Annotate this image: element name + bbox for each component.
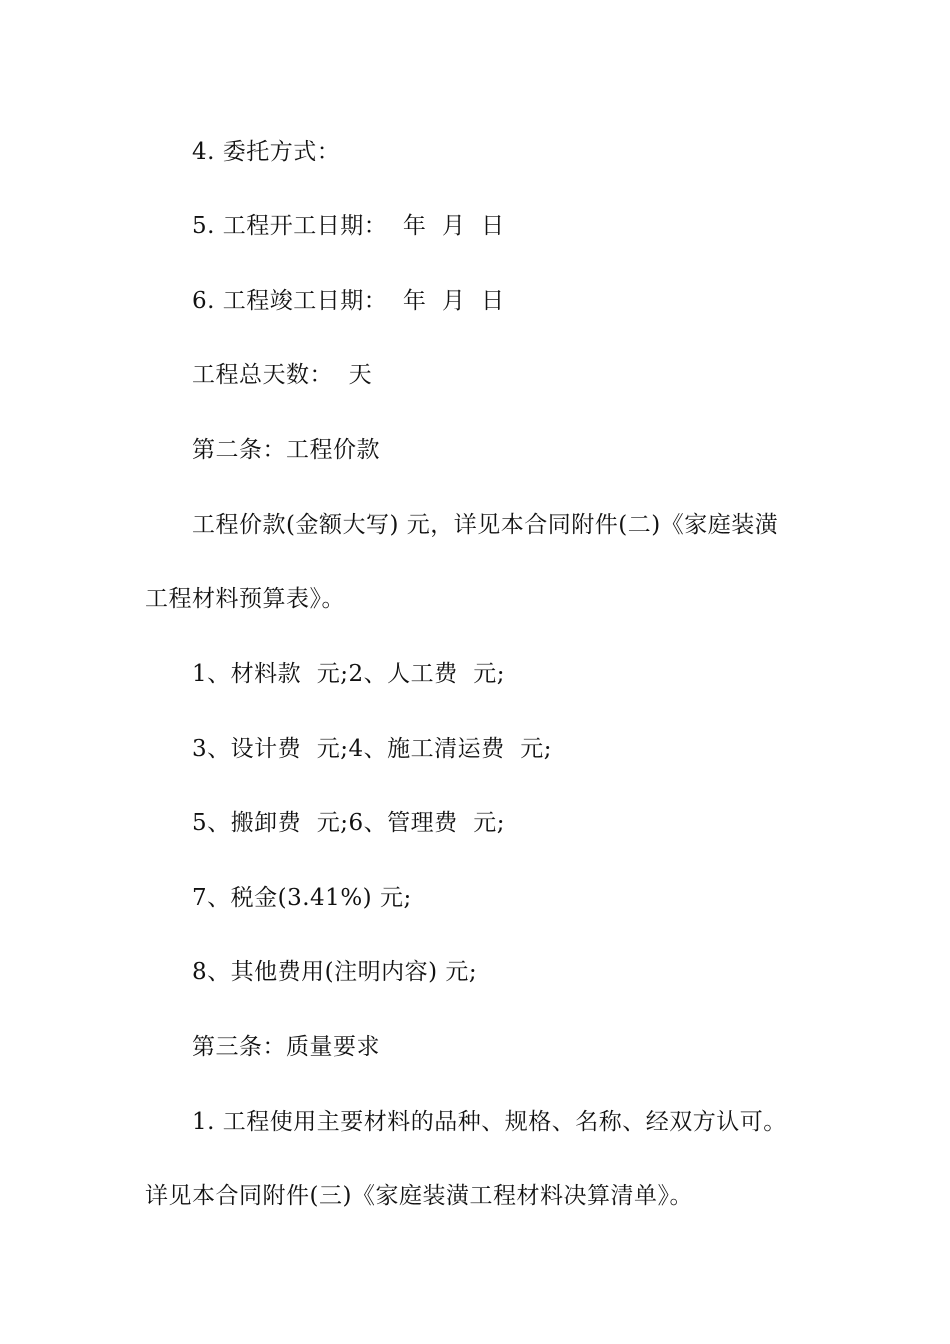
price-paragraph-line-2: 工程材料预算表》。 <box>145 586 345 612</box>
clause-delegation-method: 4. 委托方式： <box>192 139 341 165</box>
fee-item-design-cleanup: 3、设计费 元;4、施工清运费 元; <box>192 736 553 762</box>
clause-completion-date: 6. 工程竣工日期： 年 月 日 <box>192 288 505 314</box>
fee-item-other: 8、其他费用(注明内容) 元; <box>192 959 478 985</box>
section-heading-quality: 第三条：质量要求 <box>192 1034 380 1060</box>
fee-item-handling-management: 5、搬卸费 元;6、管理费 元; <box>192 810 506 836</box>
fee-item-tax: 7、税金(3.41%) 元; <box>192 885 412 911</box>
quality-paragraph-line-2: 详见本合同附件(三)《家庭装潢工程材料决算清单》。 <box>145 1183 693 1209</box>
fee-item-materials-labor: 1、材料款 元;2、人工费 元; <box>192 661 506 687</box>
section-heading-price: 第二条：工程价款 <box>192 437 380 463</box>
price-paragraph-line-1: 工程价款(金额大写) 元，详见本合同附件(二)《家庭装潢 <box>192 512 779 538</box>
quality-paragraph-line-1: 1. 工程使用主要材料的品种、规格、名称、经双方认可。 <box>192 1109 787 1135</box>
total-days: 工程总天数： 天 <box>192 362 373 388</box>
clause-start-date: 5. 工程开工日期： 年 月 日 <box>192 213 505 239</box>
